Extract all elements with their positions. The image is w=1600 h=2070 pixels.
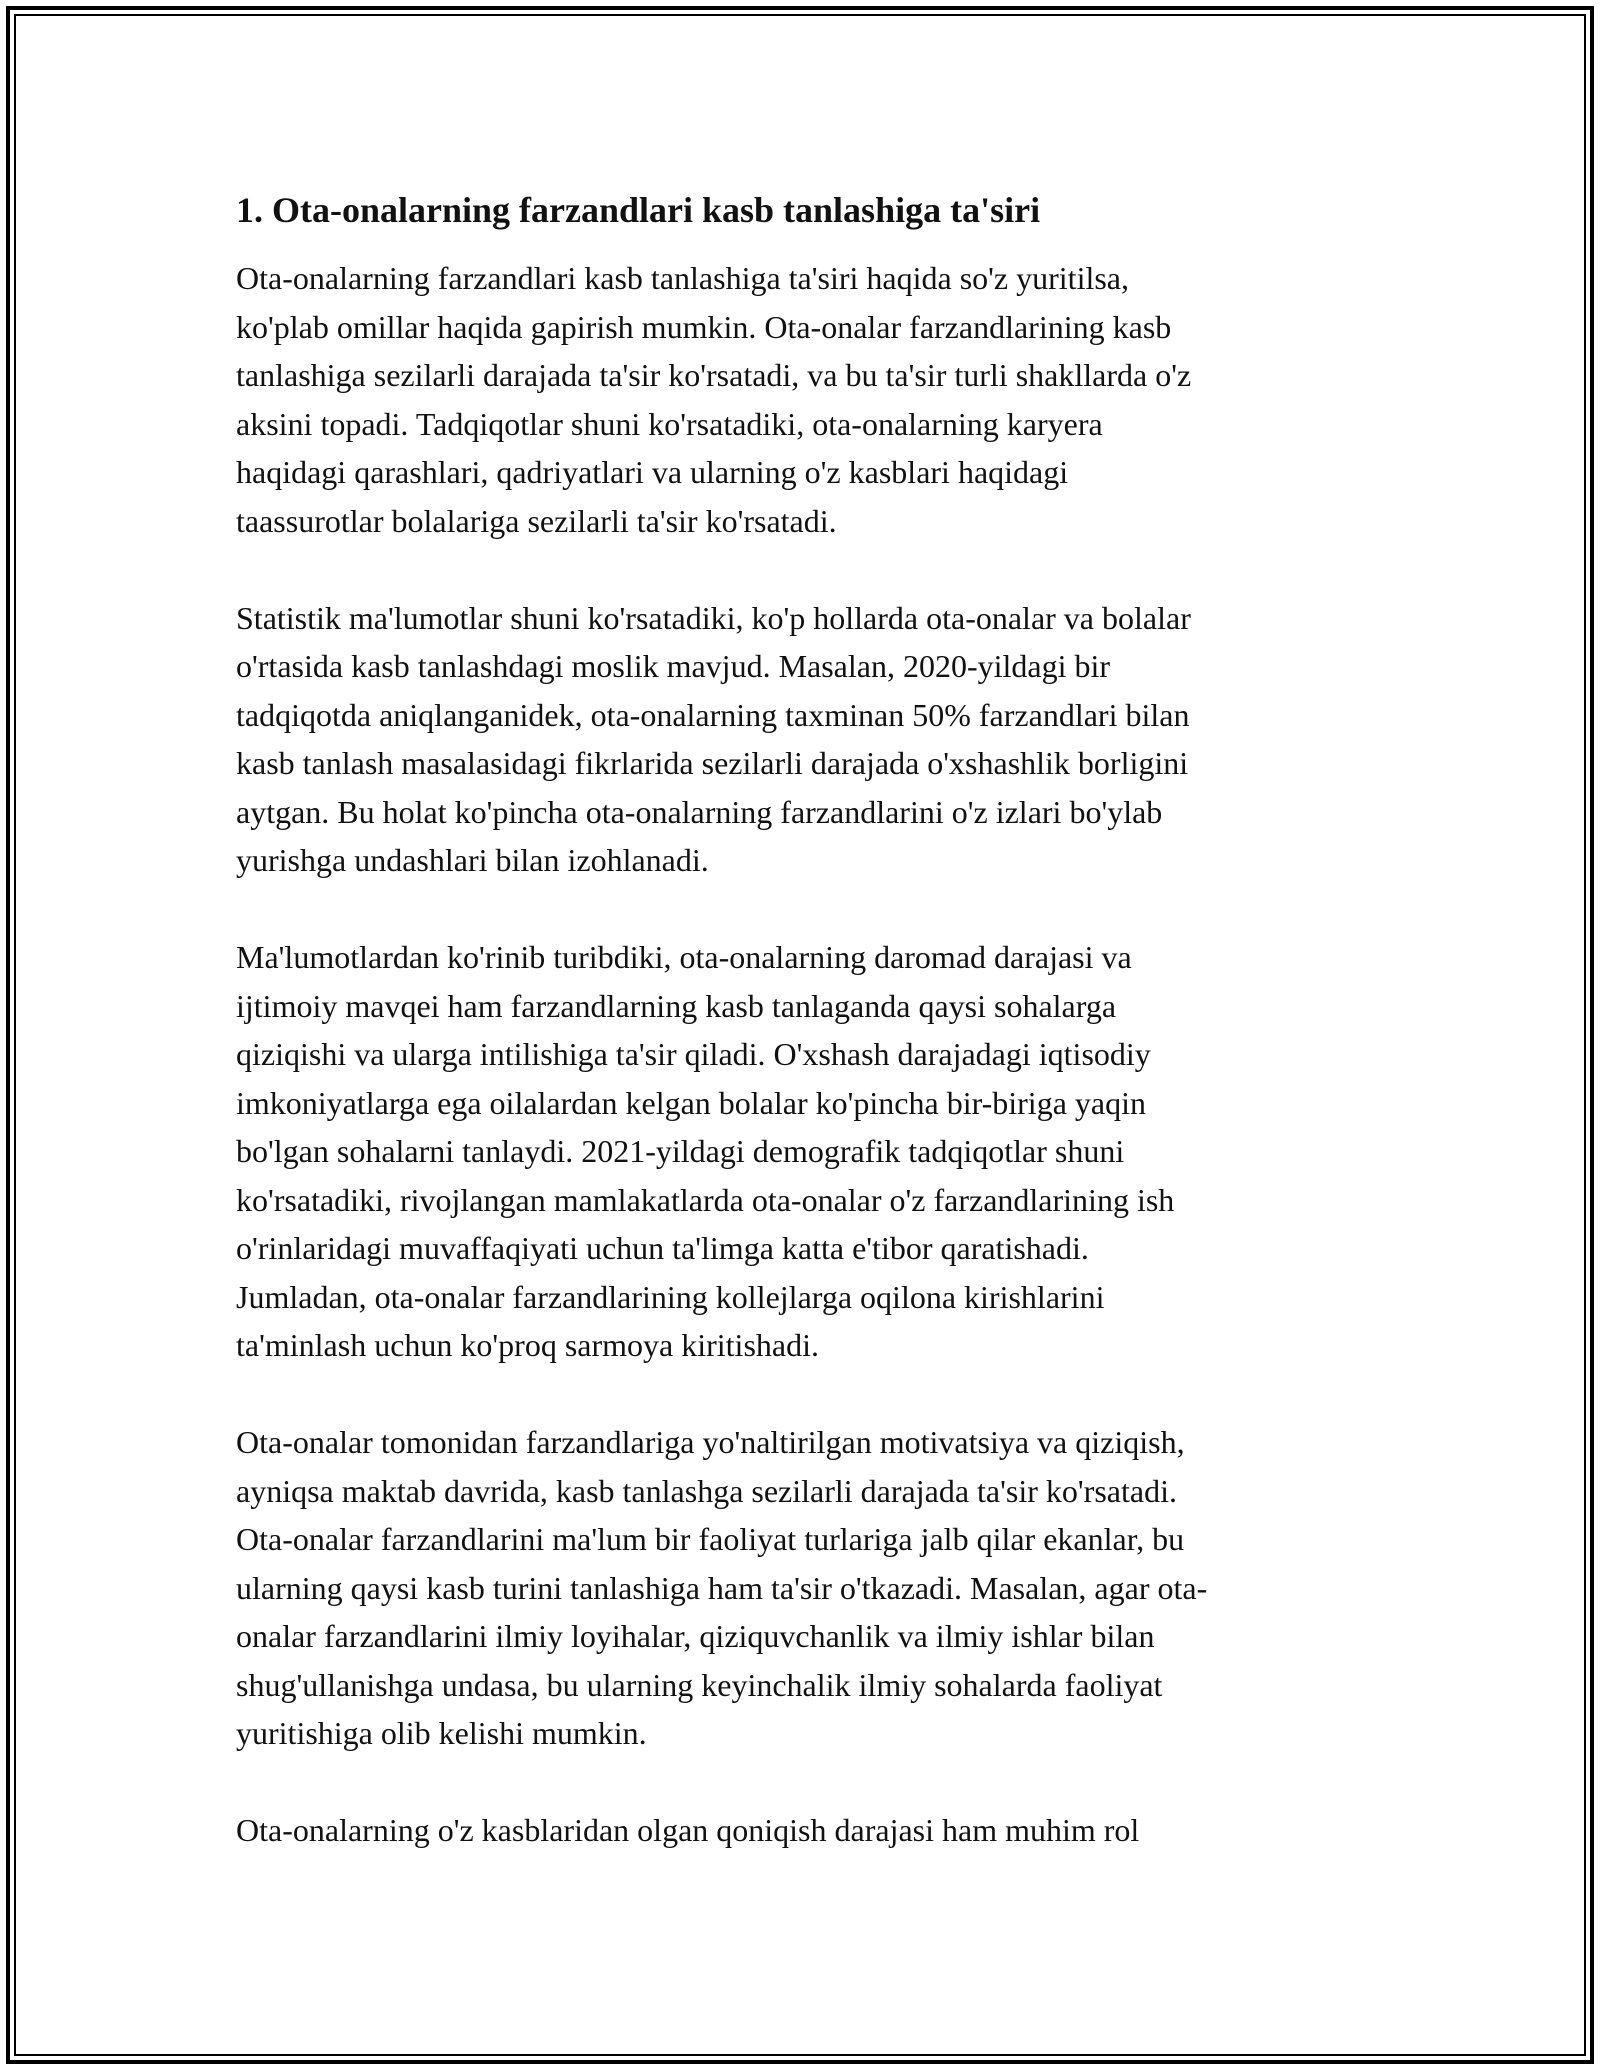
section-heading: 1. Ota-onalarning farzandlari kasb tanlashiga ta'siri (236, 190, 1041, 230)
text-line: ayniqsa maktab davrida, kasb tanlashga sezilarli darajada ta'sir ko'rsatadi. (236, 1472, 1177, 1509)
text-line: ijtimoiy mavqei ham farzandlarning kasb tanlaganda qaysi sohalarga (236, 987, 1117, 1024)
text-line: tadqiqotda aniqlanganidek, ota-onalarning taxminan 50% farzandlari bilan (236, 696, 1190, 733)
text-line: aytgan. Bu holat ko'pincha ota-onalarning farzandlarini o'z izlari bo'ylab (236, 793, 1163, 830)
paragraph-3 (236, 933, 1356, 1370)
text-line: onalar farzandlarini ilmiy loyihalar, qiziquvchanlik va ilmiy ishlar bilan (236, 1618, 1155, 1654)
text-line: ko'plab omillar haqida gapirish mumkin. Ota-onalar farzandlarining kasb (236, 308, 1172, 345)
text-line: bo'lgan sohalarni tanlaydi. 2021-yildagi demografik tadqiqotlar shuni (236, 1133, 1125, 1169)
text-line: ta'minlash uchun ko'proq sarmoya kiritishadi. (236, 1327, 819, 1363)
text-line: o'rinlaridagi muvaffaqiyati uchun ta'limga katta e'tibor qaratishadi. (236, 1230, 1089, 1266)
text-line: Ota-onalarning farzandlari kasb tanlashiga ta'siri haqida so'z yuritilsa, (236, 260, 1129, 296)
text-line: Jumladan, ota-onalar farzandlarining kollejlarga oqilona kirishlarini (236, 1278, 1105, 1315)
text-line: Ma'lumotlardan ko'rinib turibdiki, ota-onalarning daromad darajasi va (236, 939, 1132, 975)
text-line: aksini topadi. Tadqiqotlar shuni ko'rsatadiki, ota-onalarning karyera (236, 405, 1103, 442)
text-line: Statistik ma'lumotlar shuni ko'rsatadiki, ko'p hollarda ota-onalar va bolalar (236, 599, 1191, 636)
text-line: kasb tanlash masalasidagi fikrlarida sezilarli darajada o'xshashlik borligini (236, 745, 1189, 781)
text-line: imkoniyatlarga ega oilalardan kelgan bolalar ko'pincha bir-biriga yaqin (236, 1084, 1146, 1121)
document-body (236, 186, 1356, 1855)
text-line: ko'rsatadiki, rivojlangan mamlakatlarda ota-onalar o'z farzandlarining ish (236, 1181, 1175, 1218)
paragraph-1 (236, 254, 1356, 545)
text-line: shug'ullanishga undasa, bu ularning keyinchalik ilmiy sohalarda faoliyat (236, 1666, 1163, 1703)
text-line: yurishga undashlari bilan izohlanadi. (236, 842, 709, 878)
paragraph-2 (236, 594, 1356, 885)
text-line: Ota-onalar tomonidan farzandlariga yo'naltirilgan motivatsiya va qiziqish, (236, 1424, 1185, 1460)
text-line: o'rtasida kasb tanlashdagi moslik mavjud. Masalan, 2020-yildagi bir (236, 648, 1111, 684)
text-line: taassurotlar bolalariga sezilarli ta'sir ko'rsatadi. (236, 502, 837, 539)
paragraph-4 (236, 1418, 1356, 1758)
paragraph-5 (236, 1806, 1356, 1855)
text-line: ularning qaysi kasb turini tanlashiga ham ta'sir o'tkazadi. Masalan, agar ota- (236, 1569, 1208, 1606)
text-line: Ota-onalarning o'z kasblaridan olgan qoniqish darajasi ham muhim rol (236, 1812, 1140, 1848)
text-line: Ota-onalar farzandlarini ma'lum bir faoliyat turlariga jalb qilar ekanlar, bu (236, 1521, 1185, 1557)
text-line: tanlashiga sezilarli darajada ta'sir ko'rsatadi, va bu ta'sir turli shakllarda o'z (236, 357, 1192, 393)
text-line: haqidagi qarashlari, qadriyatlari va ularning o'z kasblari haqidagi (236, 454, 1069, 490)
text-line: qiziqishi va ularga intilishiga ta'sir qiladi. O'xshash darajadagi iqtisodiy (236, 1036, 1151, 1072)
text-line: yuritishiga olib kelishi mumkin. (236, 1715, 647, 1751)
